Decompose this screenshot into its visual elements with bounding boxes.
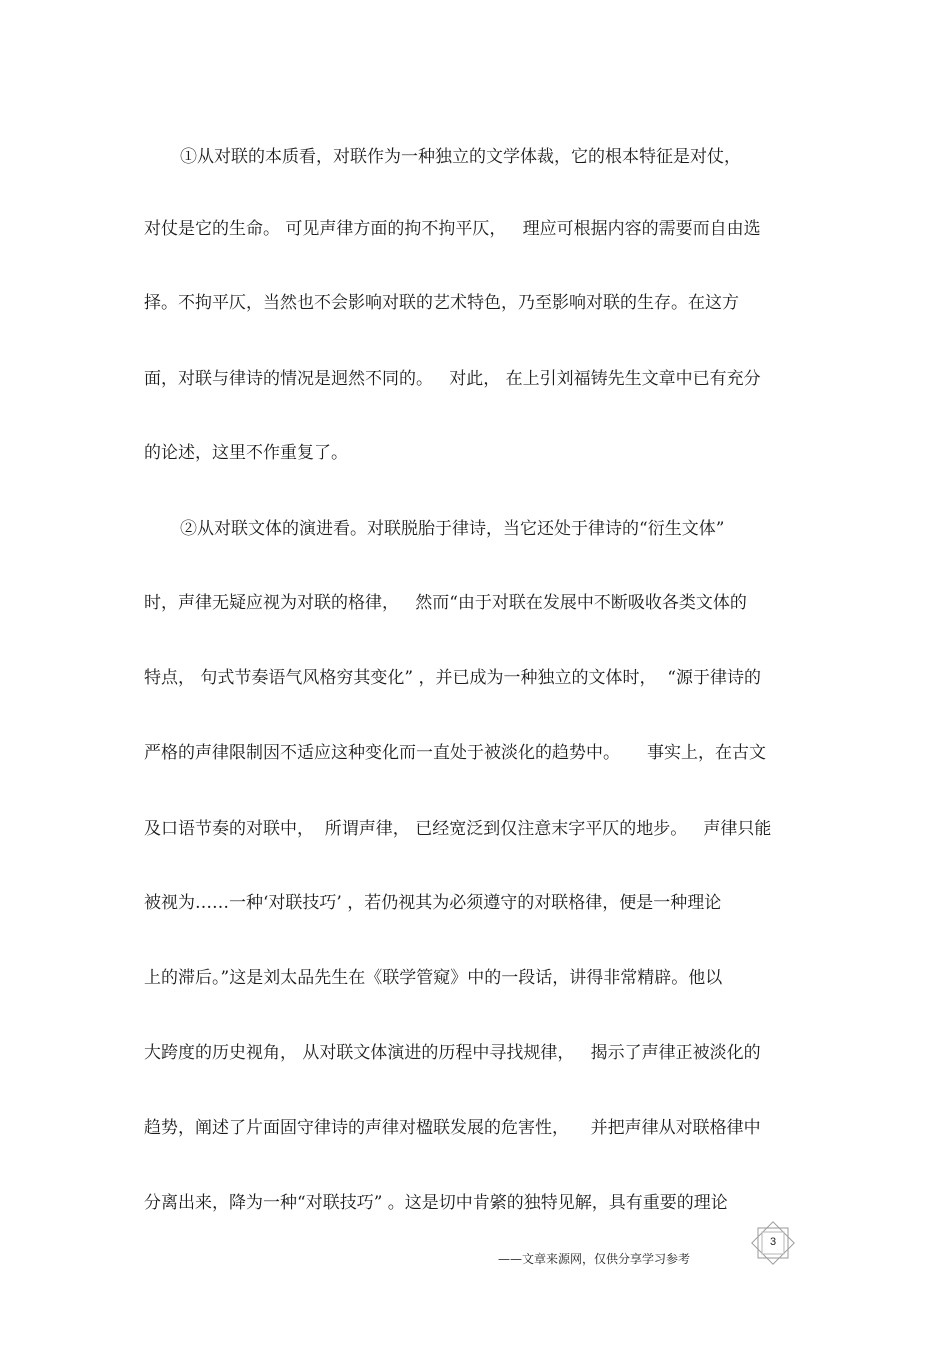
paragraph-2-line-5: 及口语节奏的对联中， 所谓声律， 已经宽泛到仅注意末字平仄的地步。 声律只能 — [144, 819, 772, 839]
paragraph-2-line-9: 趋势，阐述了片面固守律诗的声律对楹联发展的危害性， 并把声律从对联格律中 — [144, 1118, 761, 1138]
paragraph-1-line-1: ①从对联的本质看，对联作为一种独立的文学体裁，它的根本特征是对仗， — [180, 147, 741, 167]
page-number: 3 — [769, 1236, 777, 1248]
paragraph-2-line-2: 时，声律无疑应视为对联的格律， 然而“由于对联在发展中不断吸收各类文体的 — [144, 593, 747, 613]
paragraph-1-line-2: 对仗是它的生命。 可见声律方面的拘不拘平仄， 理应可根据内容的需要而自由选 — [144, 219, 761, 239]
paragraph-1-line-4: 面，对联与律诗的情况是迥然不同的。 对此， 在上引刘福铸先生文章中已有充分 — [144, 369, 761, 389]
source-footer-note: ——文章来源网，仅供分享学习参考 — [498, 1252, 691, 1266]
paragraph-2-line-4: 严格的声律限制因不适应这种变化而一直处于被淡化的趋势中。 事实上，在古文 — [144, 743, 767, 763]
page-number-badge — [749, 1219, 797, 1267]
paragraph-2-line-1: ②从对联文体的演进看。对联脱胎于律诗，当它还处于律诗的“衍生文体” — [180, 519, 725, 539]
paragraph-2-line-7: 上的滞后。”这是刘太品先生在《联学管窥》中的一段话，讲得非常精辟。他以 — [144, 968, 723, 988]
paragraph-1-line-5: 的论述，这里不作重复了。 — [144, 443, 348, 463]
paragraph-1-line-3: 择。不拘平仄，当然也不会影响对联的艺术特色，乃至影响对联的生存。在这方 — [144, 293, 739, 313]
paragraph-2-line-8: 大跨度的历史视角， 从对联文体演进的历程中寻找规律， 揭示了声律正被淡化的 — [144, 1043, 761, 1063]
paragraph-2-line-3: 特点， 句式节奏语气风格穷其变化” ，并已成为一种独立的文体时， “源于律诗的 — [144, 668, 761, 688]
paragraph-2-line-10: 分离出来，降为一种“对联技巧” 。这是切中肯綮的独特见解，具有重要的理论 — [144, 1193, 728, 1213]
paragraph-2-line-6: 被视为……一种‘对联技巧’ ，若仍视其为必须遵守的对联格律，便是一种理论 — [144, 893, 722, 913]
